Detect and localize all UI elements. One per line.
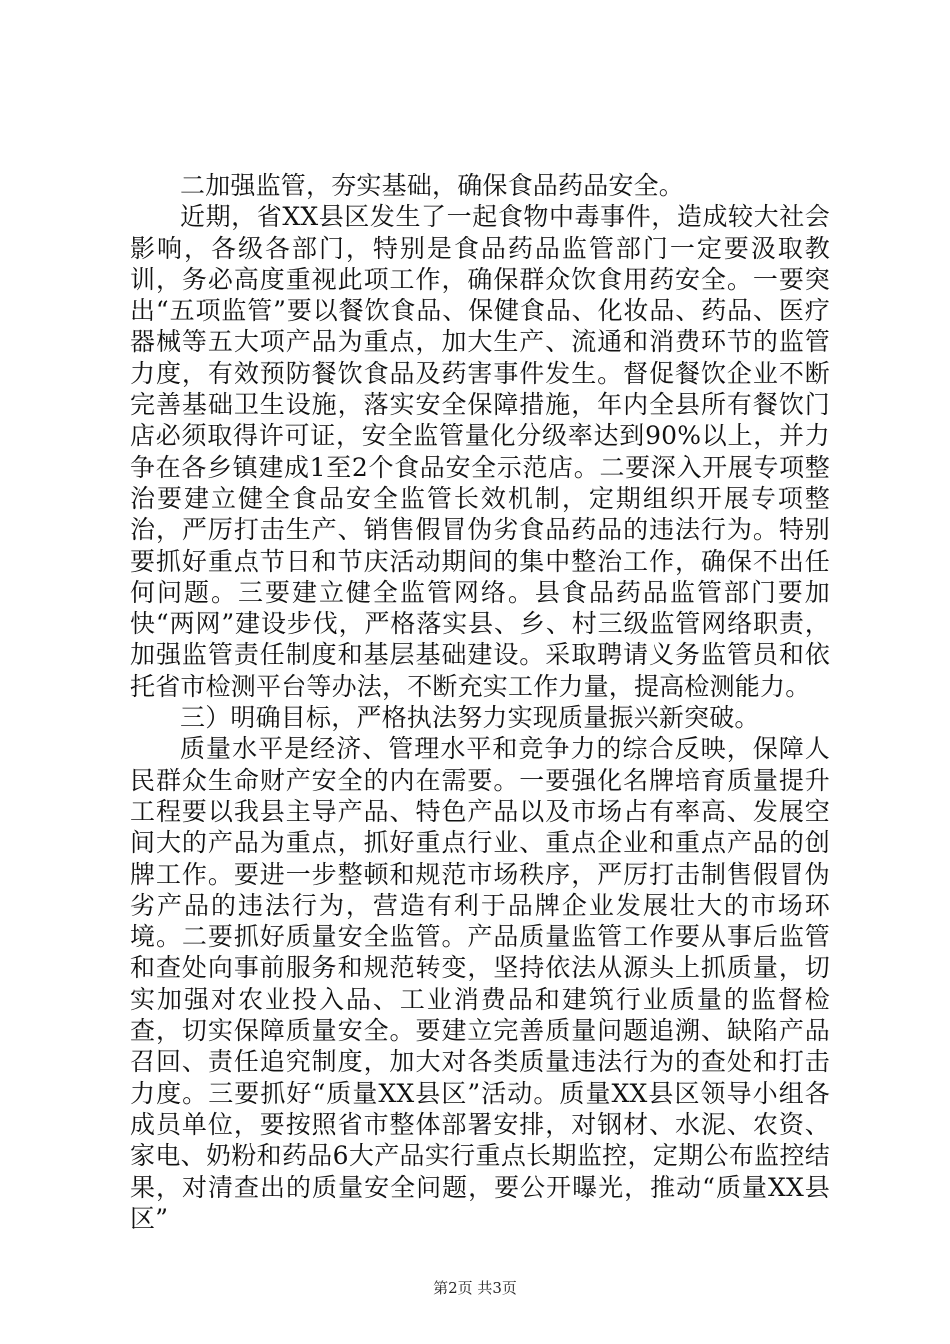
paragraph-food-drug-safety: 近期，省XX县区发生了一起食物中毒事件，造成较大社会影响，各级各部门，特别是食品药品监管部门一定要汲取教训，务必高度重视此项工作，确保群众饮食用药安全。一要突出“五项监管”要以餐饮食品、保健食品、化妆品、药品、医疗器械等五大项产品为重点，加大生产、流通和消费环节的监管力度，有效预防餐饮食品及药害事件发生。督促餐饮企业不断完善基础卫生设施，落实安全保障措施，年内全县所有餐饮门店必须取得许可证，安全监管量化分级率达到90%以上，并力争在各乡镇建成1至2个食品安全示范店。二要深入开展专项整治要建立健全食品安全监管长效机制，定期组织开展专项整治，严厉打击生产、销售假冒伪劣食品药品的违法行为。特别要抓好重点节日和节庆活动期间的集中整治工作，确保不出任何问题。三要建立健全监管网络。县食品药品监管部门要加快“两网”建设步伐，严格落实县、乡、村三级监管网络职责，加强监管责任制度和基层基础建设。采取聘请义务监管员和依托省市检测平台等办法，不断充实工作力量，提高检测能力。 (130, 202, 830, 701)
paragraph-quality-revitalization: 质量水平是经济、管理水平和竞争力的综合反映，保障人民群众生命财产安全的内在需要。一要强化名牌培育质量提升工程要以我县主导产品、特色产品以及市场占有率高、发展空间大的产品为重点，抓好重点行业、重点企业和重点产品的创牌工作。要进一步整顿和规范市场秩序，严厉打击制售假冒伪劣产品的违法行为，营造有利于品牌企业发展壮大的市场环境。二要抓好质量安全监管。产品质量监管工作要从事后监管和查处向事前服务和规范转变，坚持依法从源头上抓质量，切实加强对农业投入品、工业消费品和建筑行业质量的监督检查，切实保障质量安全。要建立完善质量问题追溯、缺陷产品召回、责任追究制度，加大对各类质量违法行为的查处和打击力度。三要抓好“质量XX县区”活动。质量XX县区领导小组各成员单位，要按照省市整体部署安排，对钢材、水泥、农资、家电、奶粉和药品6大产品实行重点长期监控，定期公布监控结果，对清查出的质量安全问题，要公开曝光，推动“质量XX县区” (130, 734, 830, 1233)
document-body (130, 170, 830, 1234)
section-heading-quality: 三）明确目标，严格执法努力实现质量振兴新突破。 (180, 703, 760, 733)
page-footer: 第2页 共3页 (433, 1279, 517, 1297)
section-heading-supervision: 二加强监管，夯实基础，确保食品药品安全。 (180, 171, 685, 200)
